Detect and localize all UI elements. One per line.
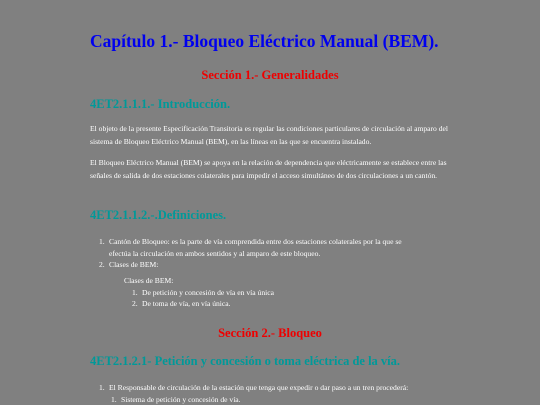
chapter-title: Capítulo 1.- Bloqueo Eléctrico Manual (BEM). (90, 31, 439, 51)
bem-classes-list (124, 275, 274, 310)
section-1-title: Sección 1.- Generalidades (201, 68, 339, 82)
definitions-list (99, 236, 459, 271)
list-item: 1. De petición y concesión de vía en vía única (132, 287, 274, 297)
bem-classes-label: Clases de BEM: (124, 276, 174, 285)
procedure-list (99, 382, 479, 405)
intro-paragraph-2: El Bloqueo Eléctrico Manual (BEM) se apoya en la relación de dependencia que eléctricamente se establece entre las señales de salida de dos estaciones colaterales para impedir el acceso simultáneo de dos circulaciones a un cantón. (90, 158, 447, 180)
intro-paragraph-1: El objeto de la presente Especificación Transitoria es regular las condiciones particulares de circulación al amparo del sistema de Bloqueo Eléctrico Manual (BEM), en las líneas en las que se encuentra instalado. (90, 124, 449, 146)
list-item: efectúa la circulación en ambos sentidos y al amparo de este bloqueo. (109, 248, 321, 258)
list-item: 2. Clases de BEM: (99, 260, 159, 269)
list-item: 1. El Responsable de circulación de la estación que tenga que expedir o dar paso a un tren procederá: (99, 383, 409, 392)
definitions-heading: 4ET2.1.1.2.-.Definiciones. (90, 208, 227, 222)
intro-heading: 4ET2.1.1.1.- Introducción. (90, 97, 231, 111)
list-item: 1. Sistema de petición y concesión de vía. (111, 394, 241, 404)
list-item: 1. Cantón de Bloqueo: es la parte de vía comprendida entre dos estaciones colaterales por la que se (99, 237, 402, 246)
request-heading: 4ET2.1.2.1- Petición y concesión o toma eléctrica de la vía. (90, 354, 401, 368)
list-item: 2. De toma de vía, en vía única. (132, 299, 231, 308)
section-2-title: Sección 2.- Bloqueo (218, 326, 322, 340)
